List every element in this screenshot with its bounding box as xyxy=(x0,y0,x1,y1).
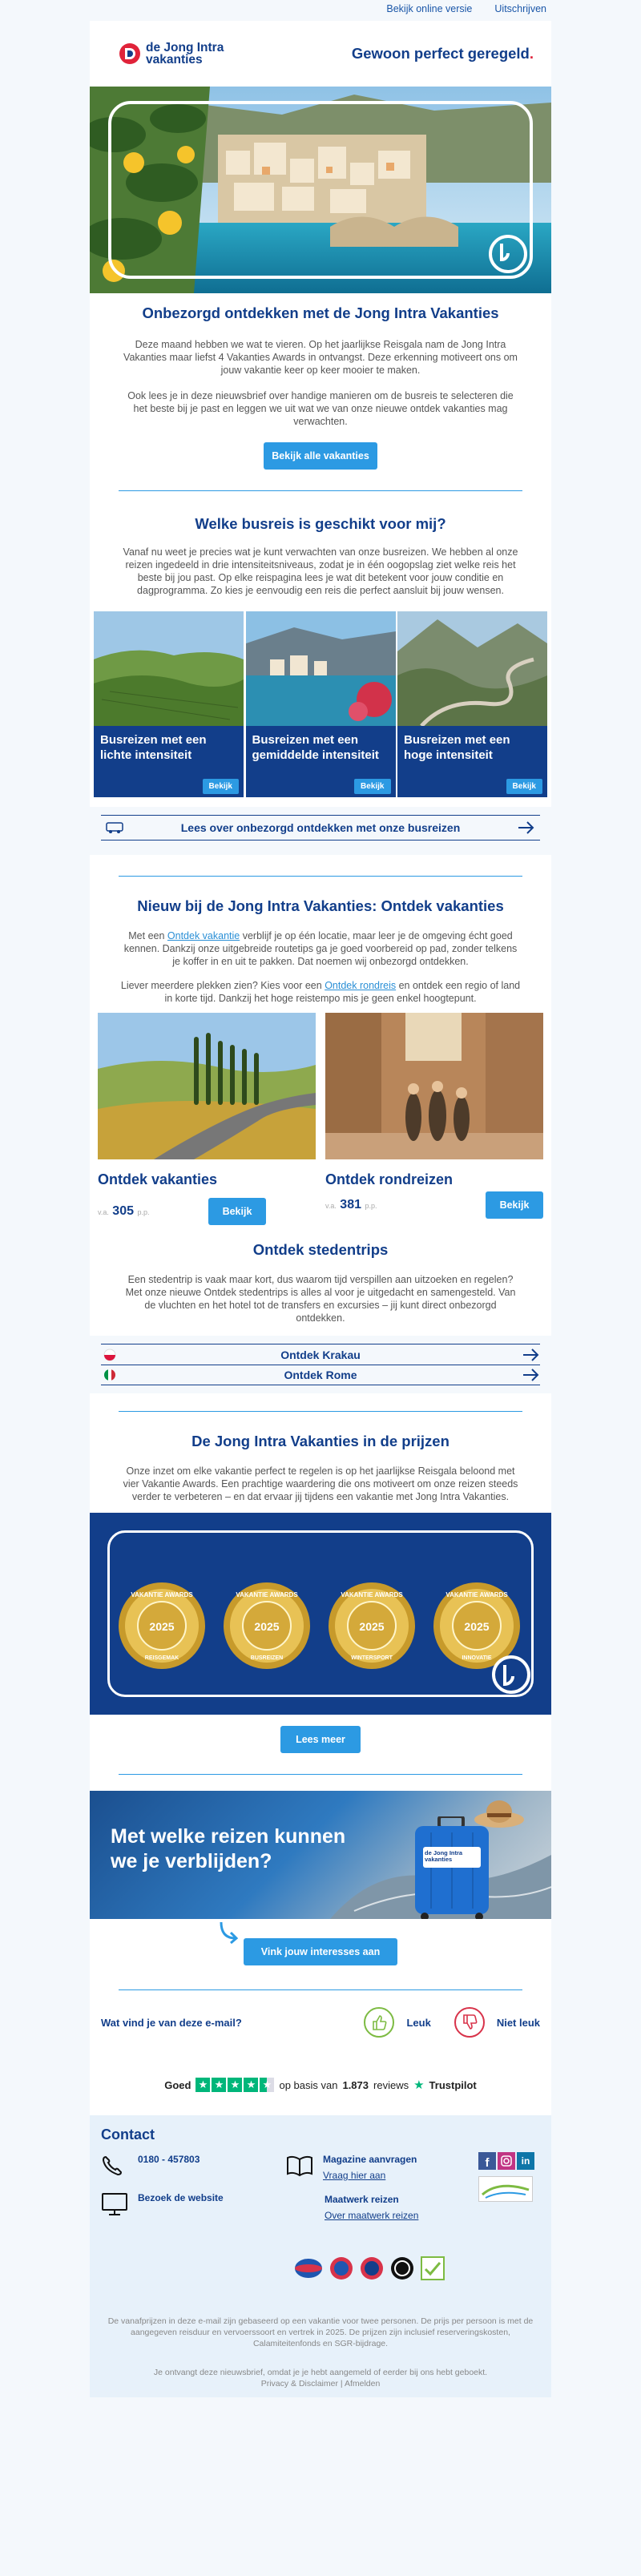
feedback-like[interactable] xyxy=(363,2006,430,2038)
ontdek-paragraph-2 xyxy=(90,979,551,1005)
intensity-card-label: Busreizen met een lichte intensiteit xyxy=(94,726,244,797)
curved-arrow-icon xyxy=(216,1921,240,1945)
trustpilot-star-icon: ★ xyxy=(413,2078,425,2092)
trustpilot-review-count: 1.873 xyxy=(342,2078,369,2091)
certification-logos xyxy=(294,2256,445,2280)
medal-category: WINTERSPORT xyxy=(351,1655,393,1661)
italy-flag-icon xyxy=(101,1369,119,1381)
intensity-card-button[interactable]: Bekijk xyxy=(506,779,542,794)
social-icons xyxy=(478,2152,534,2170)
ontdek-text: en ontdek een regio of land in korte tijd. Dankzij het hoge reistempo mis je geen enkel hoogtepunt. xyxy=(164,980,521,1004)
tuscany-road-image xyxy=(98,1013,316,1159)
medal-year: 2025 xyxy=(359,1620,385,1633)
facebook-icon[interactable]: f xyxy=(478,2152,496,2170)
prijzen-paragraph: Onze inzet om elke vakantie perfect te regelen is op het jaarlijkse Reisgala beloond met vier Vakantie Awards. Een prachtige waardering die ons motiveert om onze reizen steeds verder te verbeteren – en dat ervaar jij tijdens een vakantie met Jong Intra Vakanties. xyxy=(123,1465,518,1502)
intensity-card-button[interactable]: Bekijk xyxy=(354,779,390,794)
ontdek-rondreis-link[interactable]: Ontdek rondreis xyxy=(325,980,397,991)
contact-website-label[interactable]: Bezoek de website xyxy=(138,2192,224,2203)
steden-title: Ontdek stedentrips xyxy=(252,1241,389,1258)
contact-section xyxy=(90,2115,551,2306)
coastal-town-image xyxy=(246,611,396,726)
city-label[interactable]: Ontdek Krakau xyxy=(280,1348,361,1361)
footer-links xyxy=(90,2378,551,2397)
medal-category: REISGEMAK xyxy=(144,1655,179,1661)
read-more-button[interactable]: Lees meer xyxy=(280,1726,361,1753)
busreis-title: Welke busreis is geschikt voor mij? xyxy=(195,515,446,532)
ontdek-rondreizen-button[interactable]: Bekijk xyxy=(486,1191,543,1219)
maatwerk-label: Maatwerk reizen xyxy=(325,2194,399,2205)
interests-banner[interactable] xyxy=(90,1791,551,1919)
trustpilot-brand: Trustpilot xyxy=(429,2078,477,2091)
intensity-cards xyxy=(90,611,551,797)
thumbs-down-icon[interactable] xyxy=(454,2006,486,2038)
contact-website[interactable] xyxy=(101,2192,224,2216)
ontdek-title: Nieuw bij de Jong Intra Vakanties: Ontdek vakanties xyxy=(137,897,504,914)
instagram-icon[interactable] xyxy=(498,2152,515,2170)
footer-separator: | xyxy=(337,2379,345,2389)
tagline xyxy=(352,45,534,62)
contact-magazine[interactable] xyxy=(286,2154,417,2181)
medal-top-text: VAKANTIE AWARDS xyxy=(131,1591,193,1598)
ontdek-card-vakanties[interactable] xyxy=(98,1013,316,1225)
trustpilot-text-post: reviews xyxy=(373,2078,409,2091)
book-icon xyxy=(286,2154,313,2178)
city-label[interactable]: Ontdek Rome xyxy=(284,1369,357,1381)
price-disclaimer: De vanafprijzen in deze e-mail zijn gebaseerd op een vakantie voor twee personen. De prijs per persoon is met de aangegeven reisduur en vervoerssoort en vertrek in 2025. De prijzen zijn inclusief reserveringskosten, Calamiteitenfonds en SGR-bijdrage. xyxy=(90,2306,551,2349)
poland-flag-icon xyxy=(101,1348,119,1361)
brand-d-icon xyxy=(490,1654,532,1695)
sgrz-logo-icon xyxy=(360,2256,384,2280)
anvr-logo-icon xyxy=(294,2256,323,2280)
trustpilot-star: ★ xyxy=(244,2078,258,2092)
unsubscribe-link-top[interactable]: Uitschrijven xyxy=(494,3,546,14)
price-prefix: v.a. xyxy=(325,1202,337,1210)
awards-image[interactable] xyxy=(90,1513,551,1715)
thumbs-up-icon[interactable] xyxy=(363,2006,395,2038)
tagline-text: Gewoon perfect geregeld xyxy=(351,45,530,62)
ontdek-text: Liever meerdere plekken zien? Kies voor een xyxy=(120,980,325,991)
ontdek-text: verblijf je op één locatie, maar leer je de omgeving écht goed kennen. Dankzij onze uitgebreide routetips ga je goed voorbereid op pad, zonder telkens je koffer in en uit te pakken. Dat noemen wij onbezorgd ontdekken. xyxy=(123,930,518,967)
price-value: 381 xyxy=(340,1198,361,1211)
bus-icon xyxy=(106,821,123,834)
email-body xyxy=(90,21,551,2397)
trustpilot-star: ★ xyxy=(228,2078,242,2092)
arrow-right-icon xyxy=(522,1348,540,1361)
price xyxy=(325,1198,377,1212)
trustpilot-stars xyxy=(196,2078,274,2092)
maatwerk-link[interactable]: Over maatwerk reizen xyxy=(325,2210,419,2221)
price-prefix: v.a. xyxy=(98,1208,109,1216)
arrow-right-icon xyxy=(522,1369,540,1381)
intensity-card-label: Busreizen met een gemiddelde intensiteit xyxy=(246,726,396,797)
medal-year: 2025 xyxy=(464,1620,490,1633)
intensity-card-medium[interactable] xyxy=(246,611,396,797)
hat-icon xyxy=(473,1796,526,1831)
landscape-image xyxy=(94,611,244,726)
medal-year: 2025 xyxy=(254,1620,280,1633)
price xyxy=(98,1204,149,1219)
prijzen-title: De Jong Intra Vakanties in de prijzen xyxy=(191,1433,450,1449)
contact-title: Contact xyxy=(101,2127,155,2143)
logo-line-1: de Jong Intra xyxy=(146,41,224,54)
travelife-logo xyxy=(478,2176,533,2202)
ontdek-cards xyxy=(90,1013,551,1225)
busreis-link-label[interactable]: Lees over onbezorgd ontdekken met onze busreizen xyxy=(180,821,461,834)
select-interests-button[interactable]: Vink jouw interesses aan xyxy=(244,1938,397,1965)
medal-year: 2025 xyxy=(149,1620,175,1633)
logo-d-icon xyxy=(119,42,141,65)
calamiteitenfonds-logo-icon xyxy=(390,2256,414,2280)
ontdek-card-title: Ontdek rondreizen xyxy=(325,1171,454,1187)
logo[interactable] xyxy=(119,42,224,66)
intro-paragraph-1: Deze maand hebben we wat te vieren. Op het jaarlijkse Reisgala nam de Jong Intra Vakanties maar liefst 4 Vakanties Awards in ontvangst. Deze erkenning motiveert ons om jouw vakantie keer op keer mooier te maken. xyxy=(123,339,518,376)
view-online-link[interactable]: Bekijk online versie xyxy=(386,3,473,14)
steden-paragraph: Een stedentrip is vaak maar kort, dus waarom tijd verspillen aan uitzoeken en regelen? Met onze nieuwe Ontdek stedentrips is alles al voor je uitgedacht en samengesteld. Van de vluchten en het hotel tot de transfers en excursies – jij kunt direct onbezorgd ontdekken. xyxy=(125,1274,516,1324)
hero-image[interactable] xyxy=(90,87,551,293)
medal-category: INNOVATIE xyxy=(462,1655,492,1661)
price-value: 305 xyxy=(112,1204,134,1218)
arrow-right-icon xyxy=(518,821,535,834)
trustpilot-text-pre: op basis van xyxy=(279,2078,338,2091)
feedback-dislike[interactable] xyxy=(454,2006,540,2038)
privacy-link[interactable]: Privacy & Disclaimer xyxy=(260,2379,338,2389)
monitor-icon xyxy=(101,2192,128,2216)
trustpilot-bar[interactable] xyxy=(90,2054,551,2115)
medal-top-text: VAKANTIE AWARDS xyxy=(236,1591,298,1598)
price-suffix: p.p. xyxy=(137,1208,150,1216)
medal-top-text: VAKANTIE AWARDS xyxy=(341,1591,403,1598)
city-list xyxy=(90,1336,551,1393)
intensity-card-button[interactable]: Bekijk xyxy=(203,779,239,794)
trustpilot-star: ★ xyxy=(260,2078,274,2092)
email-header xyxy=(90,21,551,87)
trustpilot-star: ★ xyxy=(212,2078,226,2092)
busreis-link-bar[interactable] xyxy=(90,807,551,855)
ontdek-text: Met een xyxy=(128,930,167,941)
intensity-card-light[interactable] xyxy=(94,611,244,797)
ontdek-card-title: Ontdek vakanties xyxy=(98,1171,218,1187)
intensity-card-label: Busreizen met een hoge intensiteit xyxy=(397,726,547,797)
contact-phone[interactable] xyxy=(101,2154,200,2178)
feedback-question: Wat vind je van deze e-mail? xyxy=(101,2016,242,2029)
medal-category: BUSREIZEN xyxy=(250,1655,284,1661)
magazine-label: Magazine aanvragen xyxy=(323,2154,417,2165)
view-all-holidays-button[interactable]: Bekijk alle vakanties xyxy=(264,442,377,470)
mountain-road-image xyxy=(397,611,547,726)
feedback-like-label[interactable]: Leuk xyxy=(406,2016,431,2029)
ontdek-paragraph-1 xyxy=(90,929,551,968)
city-row-krakau[interactable] xyxy=(101,1344,540,1365)
suitcase-icon xyxy=(409,1816,497,1919)
award-medal xyxy=(222,1581,312,1671)
unsubscribe-link[interactable]: Afmelden xyxy=(344,2379,381,2389)
intro-paragraph-2: Ook lees je in deze nieuwsbrief over handige manieren om de busreis te selecteren die het beste bij je past en leggen we uit wat we van onze nieuwe ontdek vakanties mag verwachten. xyxy=(127,390,514,427)
linkedin-icon[interactable]: in xyxy=(517,2152,534,2170)
keurmerk-logo-icon xyxy=(421,2256,445,2280)
contact-phone-number[interactable]: 0180 - 457803 xyxy=(138,2154,200,2165)
ontdek-card-rondreizen[interactable] xyxy=(325,1013,543,1225)
phone-icon xyxy=(101,2154,128,2178)
magazine-link[interactable]: Vraag hier aan xyxy=(323,2170,386,2181)
top-links xyxy=(0,0,641,21)
feedback-dislike-label[interactable]: Niet leuk xyxy=(496,2016,540,2029)
subscription-reason: Je ontvangt deze nieuwsbrief, omdat je je hebt aangemeld of eerder bij ons hebt geboekt. xyxy=(90,2349,551,2378)
award-medal xyxy=(327,1581,417,1671)
city-row-rome[interactable] xyxy=(101,1365,540,1385)
medal-top-text: VAKANTIE AWARDS xyxy=(445,1591,508,1598)
trustpilot-star: ★ xyxy=(196,2078,210,2092)
hero-illustration xyxy=(90,87,551,293)
feedback-row xyxy=(90,1990,551,2054)
contact-maatwerk[interactable] xyxy=(325,2194,418,2221)
intro-title: Onbezorgd ontdekken met de Jong Intra Vakanties xyxy=(142,304,499,321)
ontdek-vakanties-button[interactable]: Bekijk xyxy=(208,1198,266,1225)
suitcase-logo-text: de Jong Intra vakanties xyxy=(425,1849,463,1863)
banner-headline: Met welke reizen kunnen we je verblijden? xyxy=(111,1825,346,1873)
intensity-card-high[interactable] xyxy=(397,611,547,797)
busreis-paragraph: Vanaf nu weet je precies wat je kunt verwachten van onze busreizen. We hebben al onze reizen ingedeeld in drie intensiteitsniveaus, zodat je in één oogopslag ziet welke reis het beste bij jou past. Op elke reispagina lees je wat dit betekent voor jouw conditie en dagprogramma. Zo kies je eenvoudig een reis die perfect aansluit bij jouw wensen. xyxy=(123,546,518,596)
sgr-logo-icon xyxy=(329,2256,353,2280)
trustpilot-rating-word: Goed xyxy=(164,2078,191,2091)
logo-line-2: vakanties xyxy=(146,53,203,67)
street-walk-image xyxy=(325,1013,543,1159)
price-suffix: p.p. xyxy=(365,1202,377,1210)
ontdek-vakantie-link[interactable]: Ontdek vakantie xyxy=(167,930,240,941)
award-medal xyxy=(117,1581,207,1671)
tagline-dot: . xyxy=(529,45,534,62)
